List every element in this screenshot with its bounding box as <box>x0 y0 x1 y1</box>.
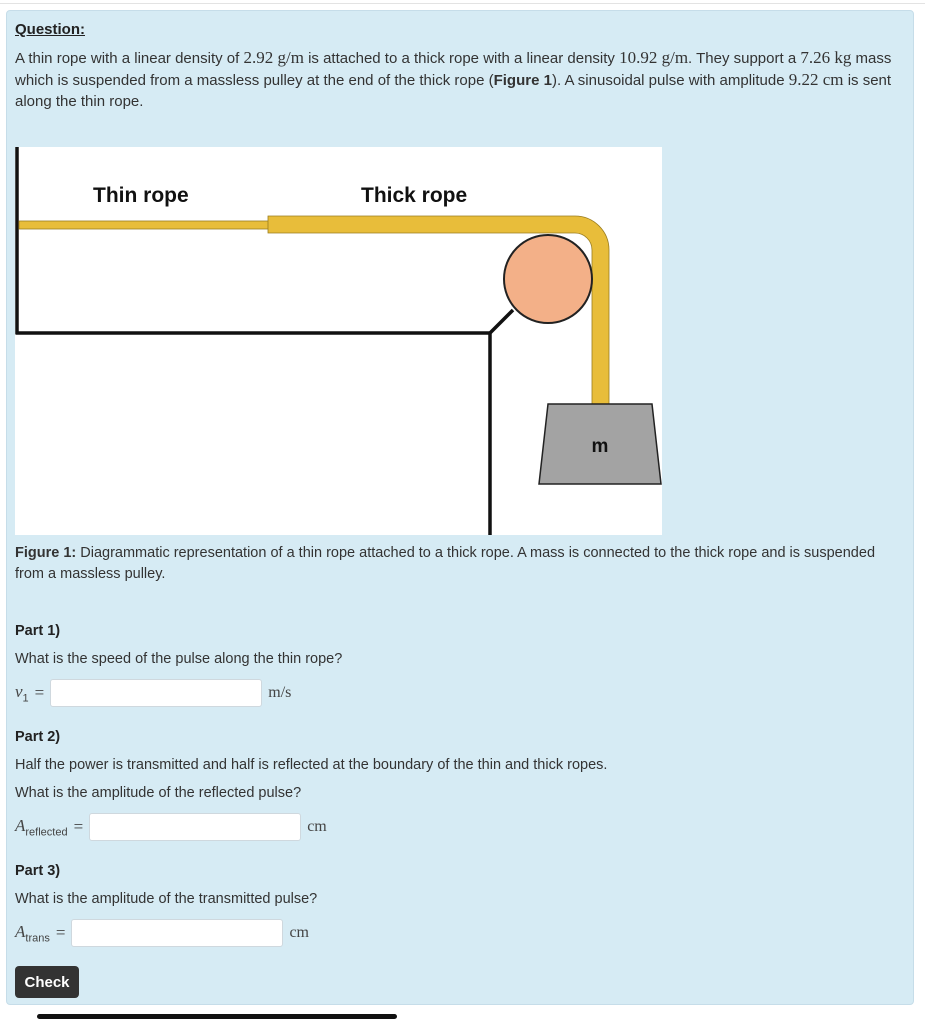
amplitude-value: 9.22 cm <box>788 70 844 89</box>
part-2-question: What is the amplitude of the reflected pulse? <box>15 785 302 801</box>
figure-caption: Figure 1: Diagrammatic representation of a thin rope attached to a thick rope. A mass is connected to the thick rope and is suspended from a massless pulley. <box>15 545 876 582</box>
rope-pulley-diagram <box>15 147 662 535</box>
question-text: A thin rope with a linear density of 2.92 g/m is attached to a thick rope with a linear density 10.92 g/m. They support a 7.26 kg mass which is suspended from a massless pulley at the end of the thick rope (Figure 1). A sinusoidal pulse with amplitude 9.22 cm is sent along the thin rope. <box>15 48 892 110</box>
a-reflected-label: $A_{reflected}$ <box>15 815 68 839</box>
v1-unit: m/s <box>268 684 292 701</box>
part-3-title: Part 3) <box>15 863 61 879</box>
pulley <box>504 235 592 323</box>
question-heading: Question: <box>15 21 85 38</box>
thin-density-value: 2.92 g/m <box>243 48 304 67</box>
v1-label: $v_1$ <box>15 681 29 705</box>
part-2-statement: Half the power is transmitted and half is reflected at the boundary of the thin and thick ropes. <box>15 757 608 773</box>
thick-rope-label: Thick rope <box>361 184 468 207</box>
mass-value: 7.26 kg <box>800 48 852 67</box>
part-3-answer-row: $A_{trans}$ = cm <box>15 918 309 948</box>
home-indicator-bar <box>37 1014 397 1019</box>
a-reflected-input[interactable] <box>89 813 301 841</box>
part-1-question: What is the speed of the pulse along the thin rope? <box>15 651 343 667</box>
v1-input[interactable] <box>50 679 262 707</box>
figure-reference: Figure 1 <box>493 72 552 89</box>
top-divider <box>0 3 925 4</box>
figure-1 <box>15 147 662 535</box>
part-1-answer-row: $v_1$ = m/s <box>15 678 291 708</box>
thin-rope <box>19 221 269 229</box>
part-2-answer-row: $A_{reflected}$ = cm <box>15 812 327 842</box>
check-button[interactable]: Check <box>15 966 79 998</box>
part-2-title: Part 2) <box>15 729 61 745</box>
a-trans-input[interactable] <box>71 919 283 947</box>
thick-density-value: 10.92 g/m <box>619 48 689 67</box>
part-3-question: What is the amplitude of the transmitted pulse? <box>15 891 318 907</box>
thin-rope-label: Thin rope <box>93 184 189 207</box>
a-trans-label: $A_{trans}$ <box>15 921 50 945</box>
part-1-title: Part 1) <box>15 623 61 639</box>
a-trans-unit: cm <box>289 924 309 941</box>
a-reflected-unit: cm <box>307 818 327 835</box>
mass-label: m <box>591 436 609 457</box>
